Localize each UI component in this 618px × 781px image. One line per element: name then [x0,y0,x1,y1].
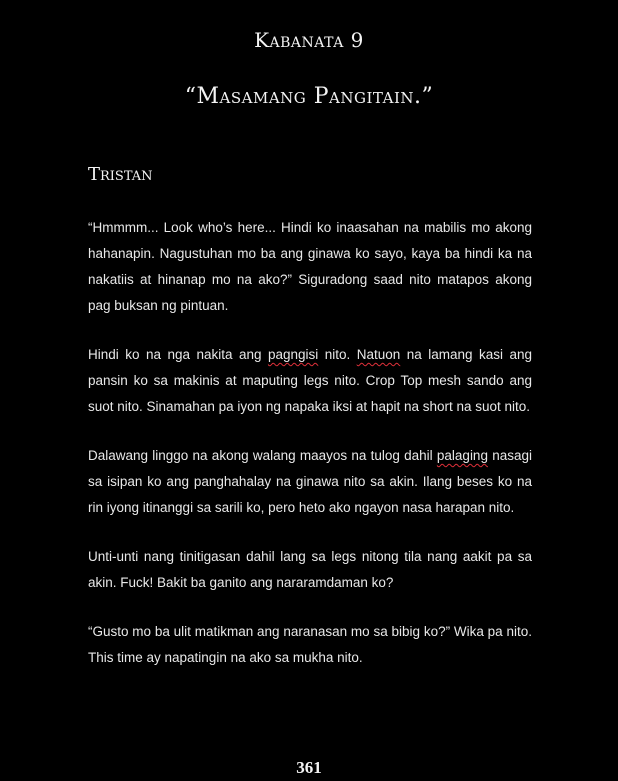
chapter-body [88,215,532,694]
paragraph-text: “Gusto mo ba ulit matikman ang naranasan mo sa bibig ko?” Wika pa nito. This time ay napatingin na ako sa mukha nito. [88,624,532,665]
paragraph-text: nito. [318,347,357,362]
pov-character-name: Tristan [88,164,153,185]
paragraph-text: Dalawang linggo na akong walang maayos na tulog dahil [88,448,437,463]
paragraph-1 [88,215,532,319]
paragraph-3 [88,443,532,521]
paragraph-text: Unti-unti nang tinitigasan dahil lang sa legs nitong tila nang aakit pa sa akin. Fuck! Bakit ba ganito ang nararamdaman ko? [88,549,532,590]
paragraph-text: “Hmmmm... Look who’s here... Hindi ko inaasahan na mabilis mo akong hahanapin. Nagustuhan mo ba ang ginawa ko sayo, kaya ba hindi ka na nakatiis at hinanap mo na ako?” Siguradong saad nito matapos akong pag buksan ng pintuan. [88,220,532,313]
spellcheck-flagged-word: Natuon [356,347,401,362]
paragraph-text: nasagi sa isipan ko ang panghahalay na ginawa nito sa akin. Ilang beses ko na rin iyong itinanggi sa sarili ko, pero heto ako ngayon nasa harapan nito. [88,448,532,515]
page-number: 361 [296,758,322,777]
chapter-label: Kabanata 9 [254,28,364,52]
paragraph-text: Hindi ko na nga nakita ang [88,347,268,362]
paragraph-text: na lamang kasi ang pansin ko sa makinis at maputing legs nito. Crop Top mesh sando ang suot nito. Sinamahan pa iyon ng napaka iksi at hapit na short na suot nito. [88,347,532,414]
paragraph-2 [88,342,532,420]
paragraph-5 [88,619,532,671]
spellcheck-flagged-word: pagngisi [267,347,319,362]
spellcheck-flagged-word: palaging [436,448,488,463]
paragraph-4 [88,544,532,596]
chapter-title: “Masamang Pangitain.” [184,84,434,109]
